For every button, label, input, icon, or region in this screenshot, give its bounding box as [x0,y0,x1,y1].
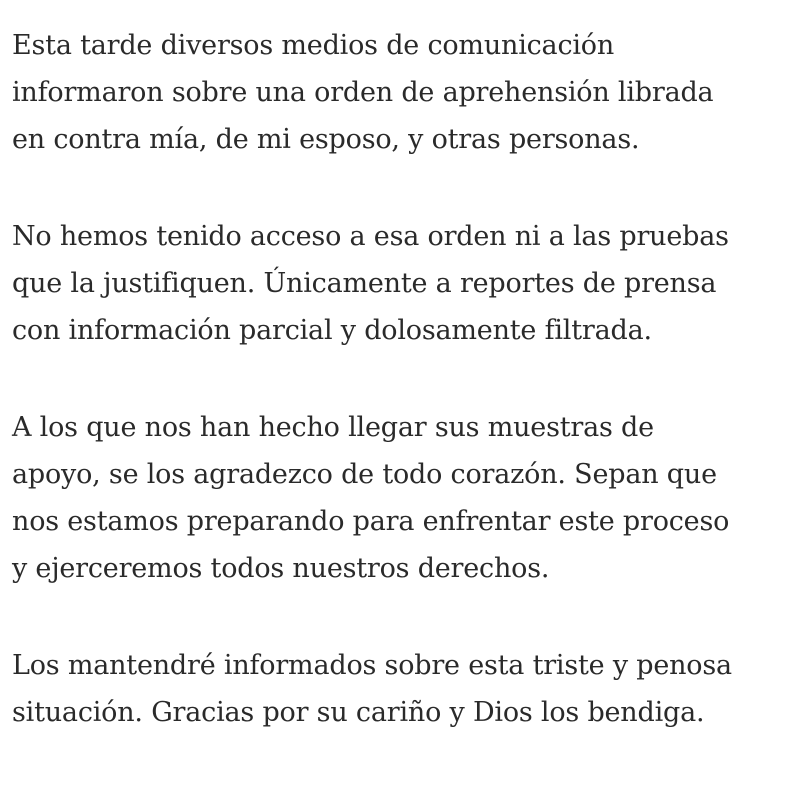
text-line: en contra mía, de mi esposo, y otras personas. [12,124,640,155]
paragraph-1 [12,22,792,163]
text-line: No hemos tenido acceso a esa orden ni a las pruebas [12,221,729,252]
text-line: situación. Gracias por su cariño y Dios los bendiga. [12,697,705,728]
text-line: A los que nos han hecho llegar sus muestras de [12,412,654,443]
paragraph-4 [12,642,792,736]
text-line: que la justifiquen. Únicamente a reportes de prensa [12,268,717,299]
text-line: con información parcial y dolosamente filtrada. [12,315,652,346]
text-line: informaron sobre una orden de aprehensión librada [12,77,714,108]
text-line: apoyo, se los agradezco de todo corazón. Sepan que [12,459,717,490]
statement-document [12,22,792,786]
text-line: nos estamos preparando para enfrentar este proceso [12,506,730,537]
paragraph-2 [12,213,792,354]
text-line: Esta tarde diversos medios de comunicación [12,30,615,61]
text-line: y ejerceremos todos nuestros derechos. [12,553,550,584]
paragraph-3 [12,404,792,592]
text-line: Los mantendré informados sobre esta triste y penosa [12,650,732,681]
